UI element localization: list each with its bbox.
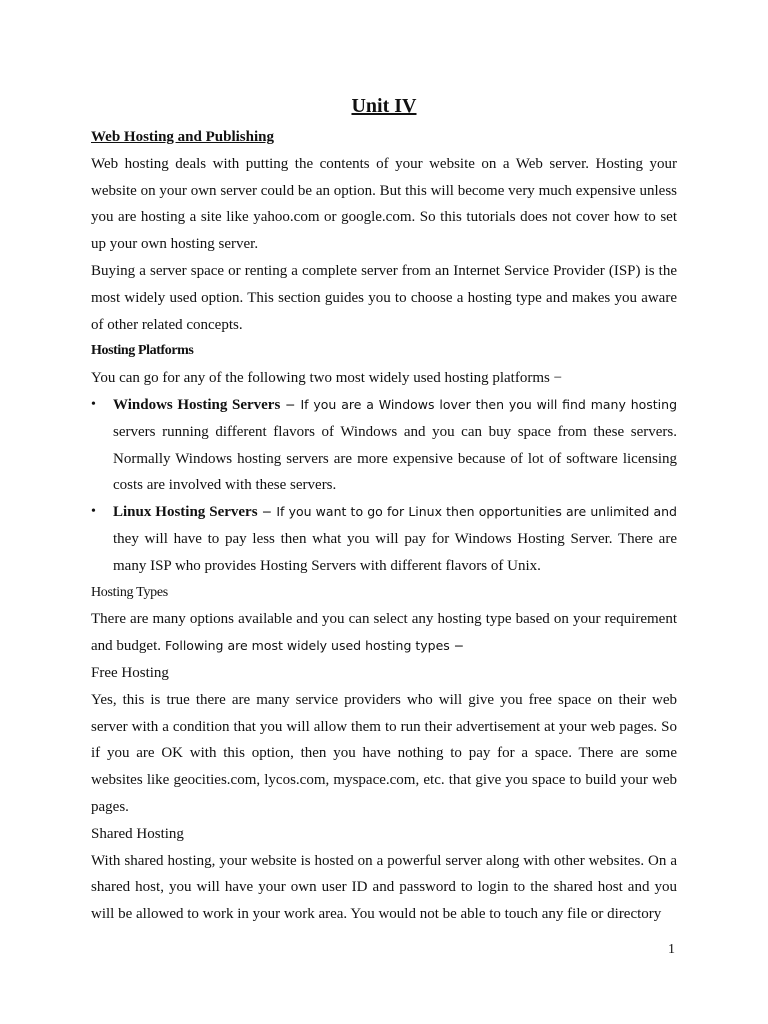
- platforms-heading: Hosting Platforms: [91, 343, 194, 359]
- types-intro: [91, 606, 677, 660]
- shared-hosting-paragraph: With shared hosting, your website is hosted on a powerful server along with other websites. On a shared host, you will have your own user ID and password to login to the shared host and you will be allowed to work in your work area. You would not be able to touch any file or directory: [91, 852, 677, 923]
- types-heading: Hosting Types: [91, 584, 168, 600]
- list-item-text: servers running different flavors of Windows and you can buy space from these servers. Normally Windows hosting servers are more expensive because of lot of software licensing costs are involved with these servers.: [113, 423, 677, 494]
- list-item-lead: − If you are a Windows lover then you will find many hosting: [280, 396, 678, 412]
- unit-title: Unit IV: [351, 95, 417, 117]
- intro-paragraph-2: Buying a server space or renting a complete server from an Internet Service Provider (ISP) is the most widely used option. This section guides you to choose a hosting type and makes you aware of other related concepts.: [91, 262, 677, 333]
- page-number: 1: [668, 942, 675, 957]
- section-title: Web Hosting and Publishing: [91, 129, 274, 145]
- platforms-intro-text: You can go for any of the following two most widely used hosting platforms −: [91, 370, 563, 387]
- list-item-lead: − If you want to go for Linux then opportunities are unlimited and: [257, 504, 677, 520]
- types-intro-tail: Following are most widely used hosting types −: [160, 638, 465, 654]
- list-item: [91, 392, 677, 499]
- list-item-term: Linux Hosting Servers: [113, 504, 258, 521]
- bullet-icon: •: [91, 396, 96, 412]
- free-hosting-heading: Free Hosting: [91, 664, 169, 681]
- platforms-list: [91, 392, 677, 580]
- types-intro-lead: There are many options available and you can select any hosting type based on your requirement and budget.: [91, 611, 677, 655]
- list-item: [91, 499, 677, 579]
- list-item-term: Windows Hosting Servers: [113, 396, 281, 413]
- shared-hosting-heading: Shared Hosting: [91, 825, 184, 842]
- intro-paragraph-1: Web hosting deals with putting the contents of your website on a Web server. Hosting your website on your own server could be an option. But this will become very much expensive unless you are hosting a site like yahoo.com or google.com. So this tutorials does not cover how to set up your own hosting server.: [91, 155, 677, 253]
- free-hosting-paragraph: Yes, this is true there are many service providers who will give you free space on their web server with a condition that you will allow them to run their advertisement at your web pages. So if you are OK with this option, then you have nothing to pay for a space. There are some websites like geocities.com, lycos.com, myspace.com, etc. that give you space to build your web pages.: [91, 691, 677, 815]
- bullet-icon: •: [91, 504, 96, 520]
- list-item-text: they will have to pay less then what you will pay for Windows Hosting Server. There are many ISP who provides Hosting Servers with different flavors of Unix.: [113, 530, 677, 574]
- platforms-intro: [91, 365, 677, 392]
- page-content: [91, 92, 677, 928]
